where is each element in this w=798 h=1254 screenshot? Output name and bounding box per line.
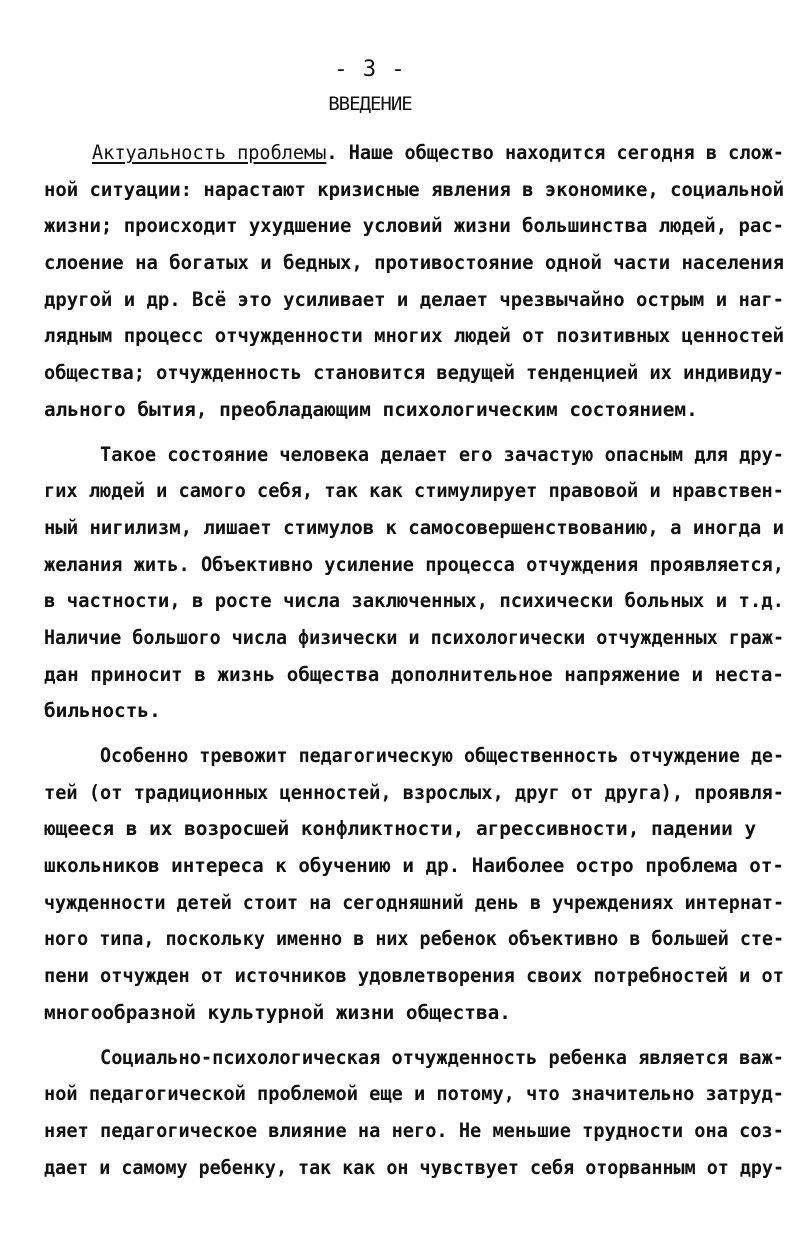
paragraph-line: слоение на богатых и бедных, противостояние одной части населения	[44, 251, 785, 275]
paragraph-line: тей (от традиционных ценностей, взрослых, друг от друга), проявля-	[44, 780, 784, 804]
paragraph-line: пени отчужден от источников удовлетворения своих потребностей и от	[44, 964, 784, 988]
section-heading: ВВЕДЕНИЕ	[328, 93, 412, 115]
paragraph-line: гих людей и самого себя, так как стимулирует правовой и нравствен-	[44, 479, 784, 503]
underlined-lead: Актуальность проблемы	[92, 141, 327, 164]
paragraph-line: лядным процесс отчужденности многих людей от позитивных ценностей	[44, 324, 785, 348]
paragraph-line: ной педагогической проблемой еще и потому, что значительно затруд-	[44, 1082, 784, 1106]
paragraph-relevance	[44, 139, 784, 433]
paragraph-line: общества; отчужденность становится ведущей тенденцией их индивиду-	[44, 361, 784, 385]
paragraph-line: бильность.	[44, 699, 161, 723]
paragraph-children-alienation	[44, 742, 784, 1036]
paragraph-line: Наличие большого числа физически и психологически отчужденных граж-	[44, 625, 785, 649]
paragraph-human-state	[44, 441, 784, 735]
paragraph-line: другой и др. Всё это усиливает и делает чрезвычайно острым и наг-	[44, 287, 785, 311]
paragraph-line: Актуальность проблемы. Наше общество находится сегодня в слож-	[92, 141, 784, 164]
paragraph-line: Социально-психологическая отчужденность ребенка является важ-	[100, 1045, 784, 1069]
paragraph-line: ной ситуации: нарастают кризисные явления в экономике, социальной	[44, 177, 785, 201]
paragraph-line: няет педагогическое влияние на него. Не меньшие трудности она соз-	[44, 1118, 784, 1142]
paragraph-line: Особенно тревожит педагогическую общественность отчуждение де-	[100, 744, 785, 767]
paragraph-line: многообразной культурной жизни общества.	[44, 1000, 511, 1024]
page-number: - 3 -	[334, 57, 406, 82]
paragraph-line: ный нигилизм, лишает стимулов к самосовершенствованию, а иногда и	[44, 515, 785, 539]
paragraph-line: ющееся в их возросшей конфликтности, агрессивности, падении у	[44, 817, 757, 841]
paragraph-line: в частности, в росте числа заключенных, психически больных и т.д.	[44, 589, 785, 613]
paragraph-pedagogical-problem	[44, 1044, 784, 1191]
body-text	[44, 139, 784, 1190]
paragraph-line: ального бытия, преобладающим психологическим состоянием.	[44, 397, 698, 421]
paragraph-line: Такое состояние человека делает его зачастую опасным для дру-	[100, 442, 784, 466]
paragraph-line: школьников интереса к обучению и др. Наиболее остро проблема от-	[44, 854, 784, 878]
paragraph-line: чужденности детей стоит на сегодняшний день в учреждениях интернат-	[44, 890, 785, 914]
paragraph-line: ного типа, поскольку именно в них ребенок объективно в большей сте-	[44, 927, 785, 951]
paragraph-line: дан приносит в жизнь общества дополнительное напряжение и неста-	[44, 662, 784, 686]
paragraph-line: желания жить. Объективно усиление процесса отчуждения проявляется,	[44, 552, 784, 576]
paragraph-line: жизни; происходит ухудшение условий жизни большинства людей, рас-	[44, 214, 785, 238]
paragraph-line: дает и самому ребенку, так как он чувствует себя оторванным от дру-	[44, 1155, 785, 1179]
